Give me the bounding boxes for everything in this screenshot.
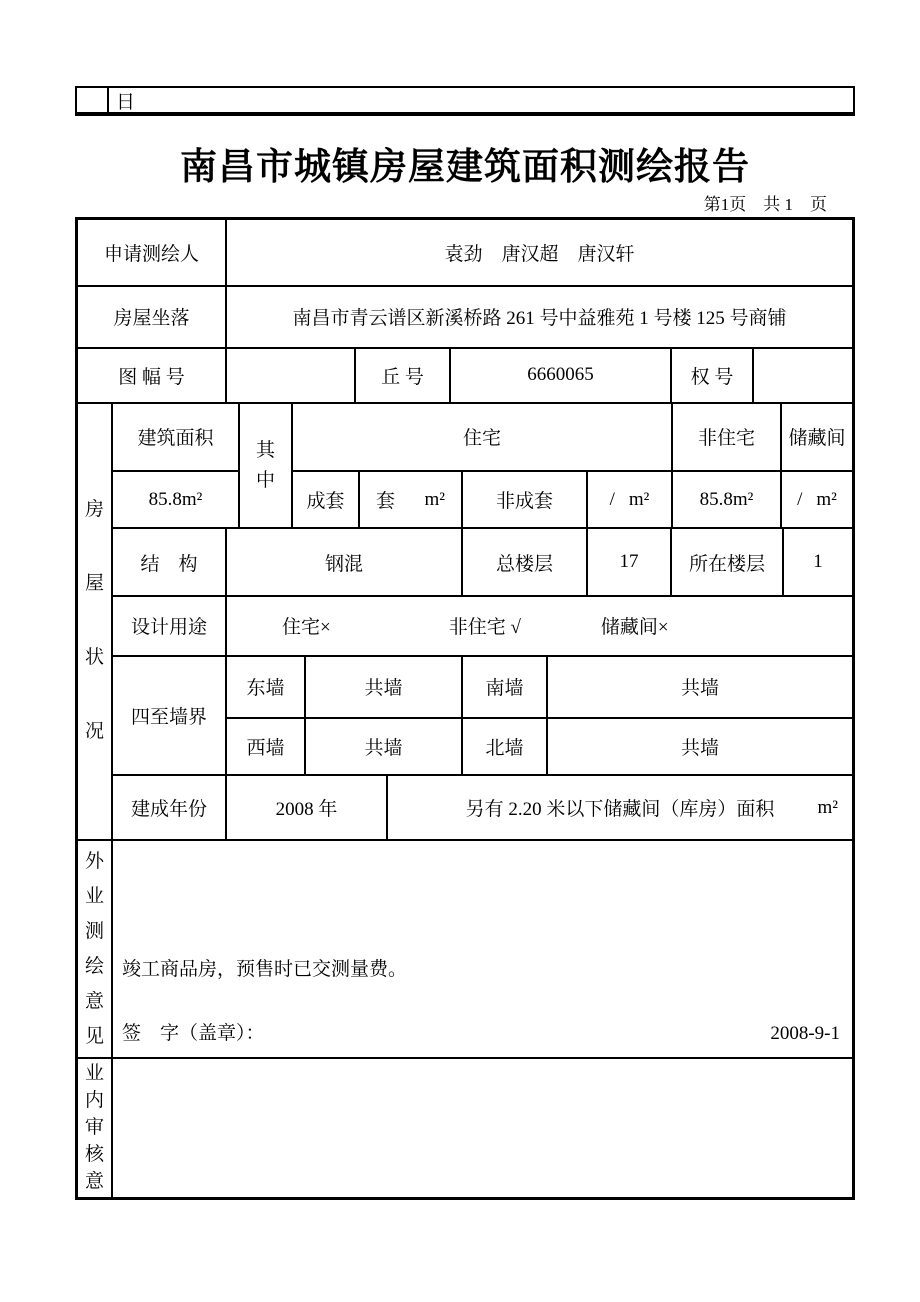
floor-value: 1 (782, 529, 852, 595)
structure-value: 钢混 (225, 529, 461, 595)
house-status-section (78, 402, 852, 839)
internal-review-section (78, 1057, 852, 1197)
location-value: 南昌市青云谱区新溪桥路 261 号中益雅苑 1 号楼 125 号商铺 (225, 287, 852, 346)
south-wall-value: 共墙 (546, 657, 852, 717)
storage-header: 储藏间 (780, 404, 852, 470)
survey-date: 2008-9-1 (770, 1022, 840, 1044)
west-wall-label: 西墙 (225, 717, 304, 774)
set-label: 套 (376, 491, 396, 513)
house-status-section-label: 房屋状况 (78, 404, 113, 839)
design-use-label: 设计用途 (130, 617, 207, 639)
map-no-value (225, 349, 354, 402)
walls-grid (113, 655, 852, 774)
applicant-label: 申请测绘人 (103, 244, 199, 266)
year-label: 建成年份 (130, 799, 207, 821)
quan-no-value (752, 349, 852, 402)
year-row (113, 774, 852, 839)
floor-label: 所在楼层 (670, 529, 782, 595)
page-number: 第1页 共 1 页 (703, 195, 827, 214)
applicant-row (78, 220, 852, 285)
structure-label: 结 构 (140, 553, 198, 575)
west-wall-value: 共墙 (304, 717, 461, 774)
non-residence-value: 85.8m² (671, 470, 780, 527)
structure-row (113, 527, 852, 595)
extra-storage-label: 另有 2.20 米以下储藏间（库房）面积 (465, 799, 775, 821)
field-survey-comment: 竣工商品房，预售时已交测量费。 (122, 958, 408, 980)
house-status-body (113, 404, 852, 839)
area-value: 85.8m² (113, 470, 238, 527)
header-box-stub-cell (77, 88, 109, 112)
design-use-storage: 储藏间× (600, 617, 669, 639)
east-wall-label: 东墙 (225, 657, 304, 717)
storage-cell (780, 470, 852, 527)
residence-header: 住宅 (291, 404, 671, 470)
quan-no-label: 权 号 (670, 349, 752, 402)
internal-review-body (113, 1059, 852, 1197)
non-complete-value: / (609, 488, 615, 510)
storage-value: / (797, 488, 803, 510)
walls-label: 四至墙界 (130, 707, 207, 729)
map-number-row (78, 347, 852, 402)
header-box (75, 86, 855, 116)
south-wall-label: 南墙 (461, 657, 546, 717)
signature-row (113, 1018, 852, 1057)
year-value: 2008 年 (225, 776, 386, 839)
storage-unit: m² (816, 488, 837, 510)
page-title: 南昌市城镇房屋建筑面积测绘报告 (180, 147, 750, 188)
design-use-non-residence: 非住宅 √ (448, 617, 521, 639)
north-wall-label: 北墙 (461, 717, 546, 774)
field-survey-body (113, 841, 852, 1057)
among-label: 其中 (238, 404, 291, 527)
report-table (75, 217, 855, 1200)
total-floors-label: 总楼层 (461, 529, 586, 595)
total-floors-value: 17 (586, 529, 670, 595)
internal-review-section-label: 业内审核意 (78, 1059, 113, 1197)
complete-set-label: 成套 (291, 470, 358, 527)
non-complete-cell (586, 470, 671, 527)
qiu-no-label: 丘 号 (354, 349, 449, 402)
set-cell (358, 470, 461, 527)
map-no-label: 图 幅 号 (118, 366, 185, 388)
non-complete-unit: m² (628, 488, 650, 510)
field-survey-section-label: 外业测绘意见 (78, 841, 113, 1057)
non-residence-header: 非住宅 (671, 404, 780, 470)
signature-label: 签 字（盖章）： (122, 1022, 265, 1044)
header-box-day-label: 日 (116, 91, 136, 113)
area-header-label: 建筑面积 (137, 428, 214, 450)
design-use-value (225, 597, 852, 655)
extra-storage-cell (386, 776, 852, 839)
design-use-row (113, 595, 852, 655)
field-survey-section (78, 839, 852, 1057)
location-row (78, 285, 852, 346)
non-complete-label: 非成套 (461, 470, 586, 527)
qiu-no-value: 6660065 (449, 349, 670, 402)
east-wall-value: 共墙 (304, 657, 461, 717)
set-unit: m² (424, 488, 445, 510)
extra-storage-unit: m² (817, 796, 838, 818)
applicant-value: 袁劲 唐汉超 唐汉轩 (225, 220, 852, 285)
design-use-residence: 住宅× (282, 617, 331, 639)
north-wall-value: 共墙 (546, 717, 852, 774)
area-grid (113, 404, 852, 527)
location-label: 房屋坐落 (113, 308, 190, 330)
